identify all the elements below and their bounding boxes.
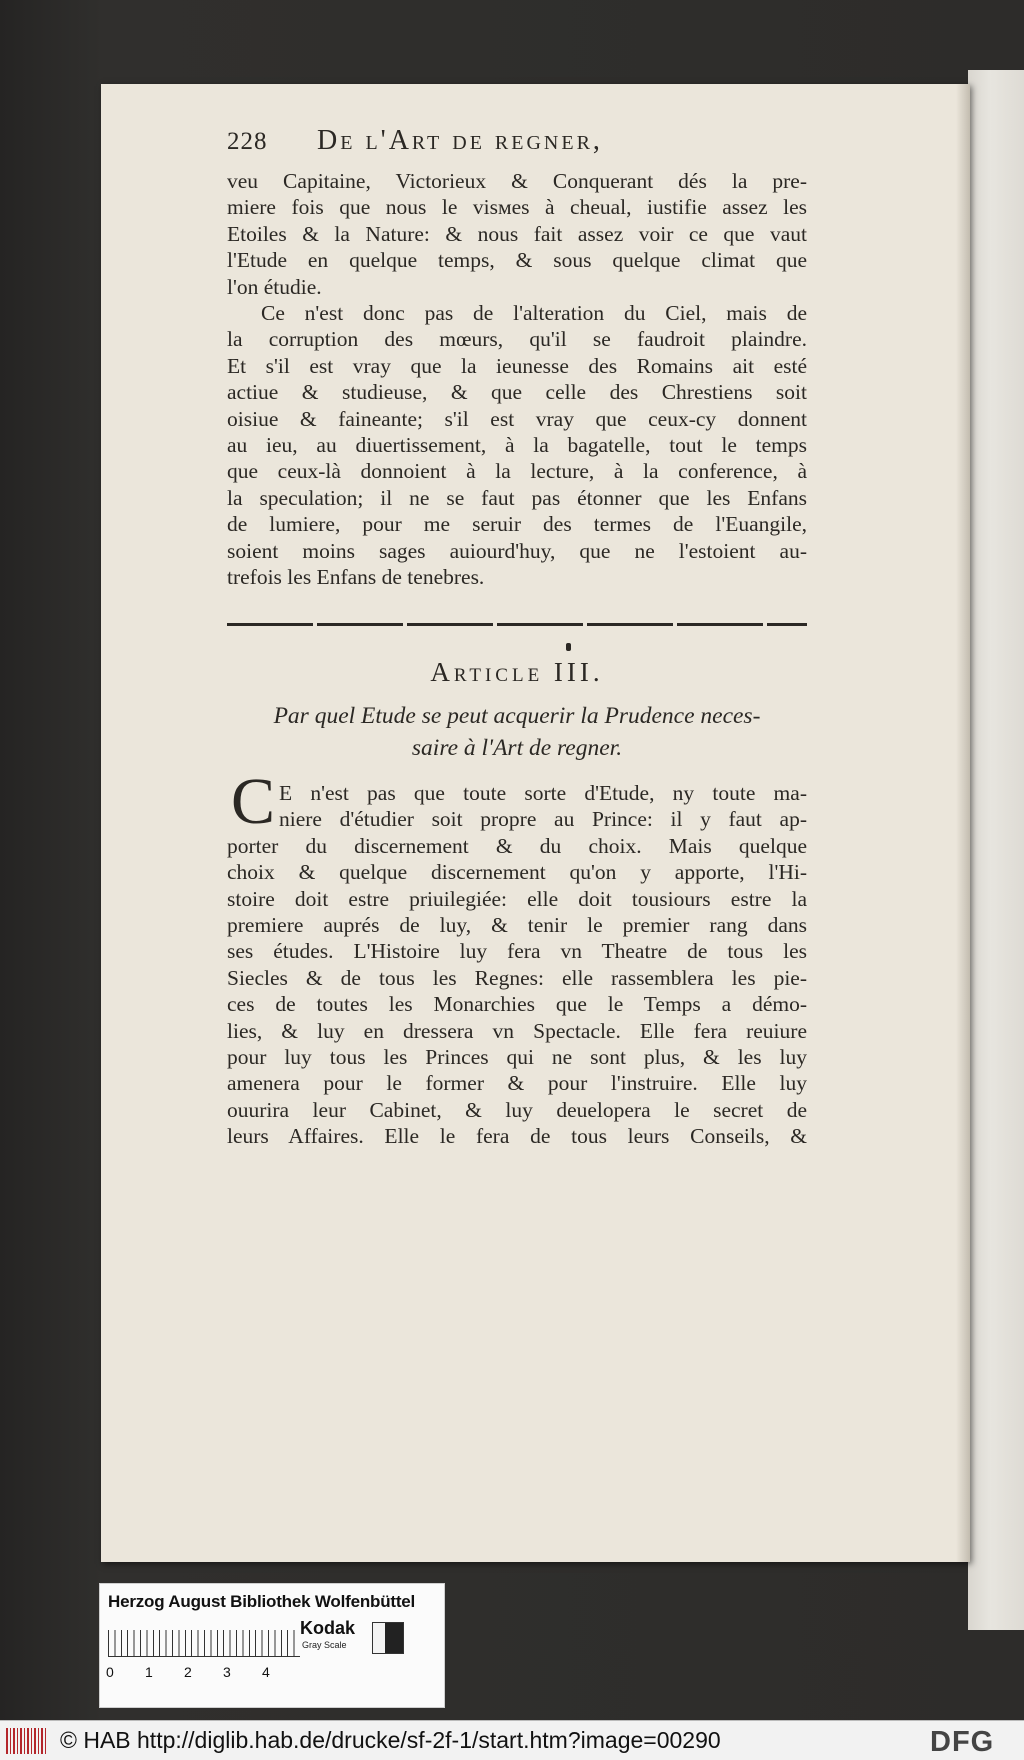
text-line: trefois les Enfans de tenebres. (227, 564, 485, 589)
facing-page-edge (968, 70, 1024, 1630)
ruler-tick-label: 0 (106, 1664, 114, 1680)
text-line: l'on étudie. (227, 274, 322, 299)
article-heading: Article III. (430, 657, 604, 687)
copyright-link[interactable]: © HAB http://diglib.hab.de/drucke/sf-2f-1/start.htm?image=00290 (60, 1727, 721, 1753)
text-line: Et s'il est vray que la ieunesse des Romains ait esté (227, 353, 807, 378)
text-line: Siecles & de tous les Regnes: elle rassemblera les pie- (227, 965, 807, 990)
text-line: veu Capitaine, Victorieux & Conquerant dés la pre- (227, 169, 807, 193)
text-line: oisiue & faineante; s'il est vray que ceux-cy donnent (227, 406, 807, 431)
text-line: Etoiles & la Nature: & nous fait assez voir ce que vaut (227, 221, 807, 246)
gray-swatch (372, 1622, 404, 1654)
ornament-mark (566, 643, 571, 651)
text-line: au ieu, au diuertissement, à la bagatelle, tout le temps (227, 432, 807, 457)
text-line: actiue & studieuse, & que celle des Chrestiens soit (227, 380, 807, 405)
text-line: la speculation; il ne se faut pas étonner que les Enfans (227, 485, 807, 510)
article-subtitle (227, 700, 807, 764)
page-gutter-shade (956, 84, 970, 1562)
text-line: choix & quelque discernement qu'on y apporte, l'Hi- (227, 860, 807, 885)
text-line: E n'est pas que toute sorte d'Etude, ny toute ma- (279, 781, 807, 805)
section-divider-rule (227, 623, 807, 626)
drop-cap: C (231, 765, 276, 838)
text-line: que ceux-là donnoient à la lecture, à la conference, à (227, 459, 807, 484)
ruler-tick-label: 3 (223, 1664, 231, 1680)
text-line: ouurira leur Cabinet, & luy deuelopera le secret de (227, 1097, 807, 1122)
text-line: niere d'étudier soit propre au Prince: il y faut ap- (279, 807, 807, 832)
text-line: soient moins sages auiourd'huy, que ne l'estoient au- (227, 538, 807, 563)
paragraph-1 (227, 168, 807, 300)
subtitle-line: Par quel Etude se peut acquerir la Prudence neces- (273, 703, 761, 729)
text-line: porter du discernement & du choix. Mais quelque (227, 833, 807, 858)
paragraph-2 (227, 300, 807, 590)
text-line: premiere auprés de luy, & tenir le premier rang dans (227, 912, 807, 937)
text-line: lies, & luy en dressera vn Spectacle. Elle fera reuiure (227, 1018, 807, 1043)
text-line: leurs Affaires. Elle le fera de tous leurs Conseils, & (227, 1124, 807, 1149)
institution-label: Herzog August Bibliothek Wolfenbüttel (108, 1592, 416, 1611)
viewer-footer (0, 1720, 1024, 1760)
ruler-tick-label: 1 (145, 1664, 153, 1680)
text-line: amenera pour le former & pour l'instruire. Elle luy (227, 1071, 807, 1096)
text-line: l'Etude en quelque temps, & sous quelque climat que (227, 248, 807, 273)
hab-logo-icon (6, 1728, 46, 1754)
kodak-logo: Kodak (300, 1618, 356, 1638)
ruler-tick-label: 4 (262, 1664, 270, 1680)
page-header (227, 120, 807, 160)
paragraph-3 (227, 780, 807, 1149)
running-title: De l'Art de regner, (317, 125, 603, 156)
text-line: ces de toutes les Monarchies que le Temps a démo- (227, 992, 807, 1017)
dfg-logo: DFG (930, 1726, 995, 1758)
text-line: ses études. L'Histoire luy fera vn Theatre de tous les (227, 939, 807, 964)
text-line: de lumiere, pour me seruir des termes de l'Euangile, (227, 512, 807, 537)
ruler-scale (108, 1624, 300, 1657)
ruler-tick-label: 2 (184, 1664, 192, 1680)
subtitle-line: saire à l'Art de regner. (411, 735, 623, 761)
page-number: 228 (227, 128, 268, 155)
text-line: miere fois que nous le visмes à cheual, iustifie assez les (227, 195, 807, 220)
text-line: Ce n'est donc pas de l'alteration du Ciel, mais de (261, 301, 807, 325)
color-scale-card (99, 1583, 445, 1708)
text-line: la corruption des mœurs, qu'il se faudroit plaindre. (227, 327, 807, 352)
text-line: pour luy tous les Princes qui ne sont plus, & les luy (227, 1044, 807, 1069)
grayscale-label: Gray Scale (302, 1640, 347, 1650)
text-line: stoire doit estre priuilegiée: elle doit tousiours estre la (227, 886, 807, 911)
